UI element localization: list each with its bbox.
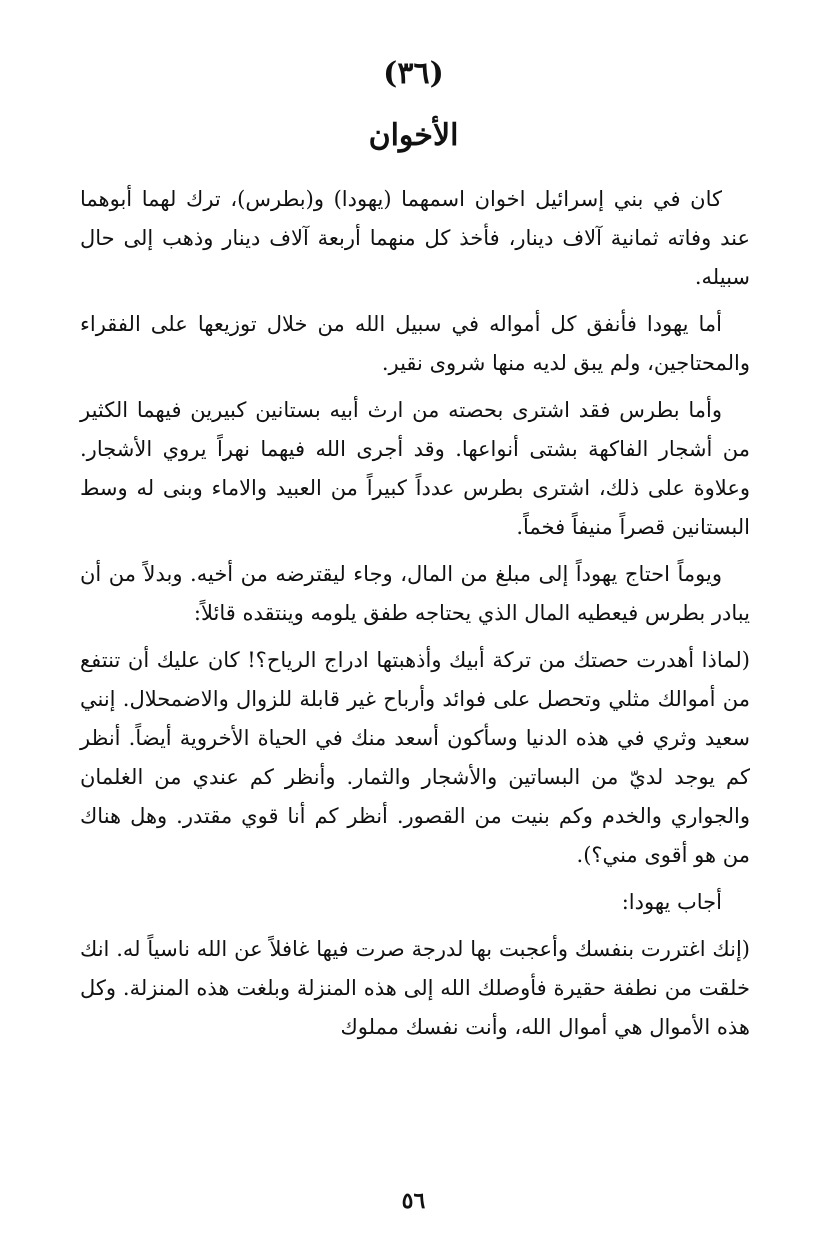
page-number: ٥٦ xyxy=(401,1188,426,1214)
paragraph: كان في بني إسرائيل اخوان اسمهما (يهودا) و(بطرس)، ترك لهما أبوهما عند وفاته ثمانية آلاف دينار، فأخذ كل منهما أربعة آلاف دينار وذهب إلى حال سبيله. xyxy=(80,187,750,289)
paragraph: (لماذا أهدرت حصتك من تركة أبيك وأذهبتها ادراج الرياح؟! كان عليك أن تنتفع من أموالك مثلي وتحصل على فوائد وأرباح غير قابلة للزوال والاضمحلال. إنني سعيد وثري في هذه الدنيا وسأكون أسعد منك في الحياة الأخروية أيضاً. أنظر كم يوجد لديّ من البساتين والأشجار والثمار. وأنظر كم عندي من الغلمان والجواري والخدم وكم بنيت من القصور. أنظر كم أنا قوي مقتدر. وهل هناك من هو أقوى مني؟). xyxy=(80,648,750,867)
chapter-title: الأخوان xyxy=(368,118,459,153)
paragraph: أما يهودا فأنفق كل أمواله في سبيل الله من خلال توزيعها على الفقراء والمحتاجين، ولم يبق لديه منها شروى نقير. xyxy=(80,312,750,375)
chapter-number: (٣٦) xyxy=(383,56,444,91)
paragraph: أجاب يهودا: xyxy=(621,890,722,914)
paragraph: ويوماً احتاج يهوداً إلى مبلغ من المال، وجاء ليقترضه من أخيه. وبدلاً من أن يبادر بطرس فيعطيه المال الذي يحتاجه طفق يلومه وينتقده قائلاً: xyxy=(80,562,750,625)
body-text xyxy=(80,180,750,1055)
paragraph: وأما بطرس فقد اشترى بحصته من ارث أبيه بستانين كبيرين فيهما الكثير من أشجار الفاكهة بشتى أنواعها. وقد أجرى الله فيهما نهراً يروي الأشجار. وعلاوة على ذلك، اشترى بطرس عدداً كبيراً من العبيد والاماء وبنى له وسط البستانين قصراً منيفاً فخماً. xyxy=(80,398,750,539)
paragraph: (إنك اغتررت بنفسك وأعجبت بها لدرجة صرت فيها غافلاً عن الله ناسياً له. انك خلقت من نطفة حقيرة فأوصلك الله إلى هذه المنزلة وبلغت هذه المنزلة. وكل هذه الأموال هي أموال الله، وأنت نفسك مملوك xyxy=(80,937,750,1039)
